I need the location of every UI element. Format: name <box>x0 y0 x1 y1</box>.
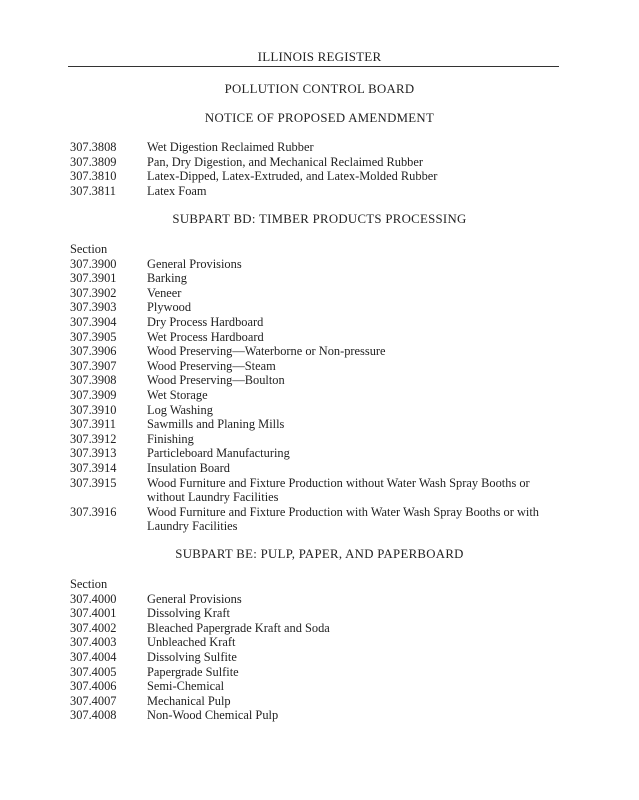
section-title: Wood Furniture and Fixture Production without Water Wash Spray Booths or without Laundry Facilities <box>147 475 530 505</box>
section-number: 307.4002 <box>70 620 117 635</box>
section-title: Sawmills and Planing Mills <box>147 417 285 432</box>
section-label: Section <box>70 242 108 256</box>
list-item <box>70 359 560 374</box>
list-item <box>70 344 560 359</box>
section-number: 307.3907 <box>70 358 117 373</box>
list-item <box>70 330 560 345</box>
section-title: Pan, Dry Digestion, and Mechanical Reclaimed Rubber <box>147 154 423 169</box>
section-title: General Provisions <box>147 591 242 606</box>
list-item <box>70 169 560 184</box>
list-item <box>70 403 560 418</box>
section-title: Wood Furniture and Fixture Production with Water Wash Spray Booths or with Laundry Facilities <box>147 504 539 534</box>
section-number: 307.3910 <box>70 402 117 417</box>
section-title: Semi-Chemical <box>147 679 225 694</box>
section-number: 307.3905 <box>70 329 117 344</box>
list-item <box>70 708 560 723</box>
section-title: Insulation Board <box>147 460 230 475</box>
section-number: 307.3902 <box>70 285 117 300</box>
list-item <box>70 271 560 286</box>
section-number: 307.3914 <box>70 460 117 475</box>
list-item <box>70 432 560 447</box>
section-title: Dry Process Hardboard <box>147 314 264 329</box>
list-item <box>70 665 560 680</box>
section-number: 307.3810 <box>70 169 117 184</box>
list-item <box>70 315 560 330</box>
list-item <box>70 476 560 505</box>
section-label: Section <box>70 577 108 591</box>
list-item <box>70 606 560 621</box>
section-title: Wet Storage <box>147 387 208 402</box>
section-title: Non-Wood Chemical Pulp <box>147 708 279 723</box>
section-title: Wet Digestion Reclaimed Rubber <box>147 140 314 154</box>
section-number: 307.3900 <box>70 256 117 271</box>
list-item <box>70 155 560 170</box>
list-item <box>70 257 560 272</box>
section-number: 307.4005 <box>70 664 117 679</box>
section-number: 307.3915 <box>70 475 117 490</box>
section-title: General Provisions <box>147 256 242 271</box>
list-item <box>70 373 560 388</box>
agency-heading: POLLUTION CONTROL BOARD <box>224 82 415 96</box>
section-title: Finishing <box>147 431 194 446</box>
section-title: Wet Process Hardboard <box>147 329 264 344</box>
section-number: 307.3903 <box>70 300 117 315</box>
list-item <box>70 446 560 461</box>
list-item <box>70 679 560 694</box>
section-number: 307.4004 <box>70 649 117 664</box>
list-item <box>70 650 560 665</box>
list-item <box>70 300 560 315</box>
section-number: 307.4008 <box>70 708 117 723</box>
section-number: 307.3908 <box>70 373 117 388</box>
section-title: Log Washing <box>147 402 213 417</box>
section-title: Latex Foam <box>147 183 207 198</box>
lead-section-list <box>70 140 560 198</box>
subpart-be-list <box>70 577 560 723</box>
section-number: 307.3808 <box>70 140 117 154</box>
section-number: 307.3811 <box>70 183 117 198</box>
section-number: 307.3909 <box>70 387 117 402</box>
section-number: 307.4003 <box>70 635 117 650</box>
section-number: 307.3904 <box>70 314 117 329</box>
section-title: Plywood <box>147 300 192 315</box>
subpart-be-title: SUBPART BE: PULP, PAPER, AND PAPERBOARD <box>175 547 464 561</box>
section-title: Latex-Dipped, Latex-Extruded, and Latex-Molded Rubber <box>147 169 438 184</box>
section-number: 307.4006 <box>70 679 117 694</box>
notice-heading: NOTICE OF PROPOSED AMENDMENT <box>204 111 435 125</box>
section-title: Veneer <box>147 285 182 300</box>
list-item <box>70 592 560 607</box>
list-item <box>70 694 560 709</box>
section-number: 307.3916 <box>70 504 117 519</box>
section-number: 307.3913 <box>70 446 117 461</box>
list-item <box>70 388 560 403</box>
subpart-bd-list <box>70 242 560 534</box>
list-item <box>70 286 560 301</box>
section-title: Dissolving Sulfite <box>147 649 237 664</box>
subpart-bd-title: SUBPART BD: TIMBER PRODUCTS PROCESSING <box>172 212 467 226</box>
section-title: Papergrade Sulfite <box>147 664 239 679</box>
section-title: Bleached Papergrade Kraft and Soda <box>147 620 330 635</box>
section-number: 307.4000 <box>70 591 117 606</box>
section-number: 307.3809 <box>70 154 117 169</box>
section-title: Wood Preserving—Steam <box>147 358 276 373</box>
list-item <box>70 417 560 432</box>
section-number: 307.3906 <box>70 344 117 359</box>
section-number: 307.3901 <box>70 271 117 286</box>
section-number: 307.4001 <box>70 606 117 621</box>
section-title: Unbleached Kraft <box>147 635 236 650</box>
section-title: Wood Preserving—Boulton <box>147 373 285 388</box>
list-item <box>70 140 560 155</box>
section-title: Dissolving Kraft <box>147 606 230 621</box>
list-item <box>70 184 560 199</box>
list-item <box>70 505 560 534</box>
section-title: Particleboard Manufacturing <box>147 446 290 461</box>
section-title: Barking <box>147 271 187 286</box>
list-item <box>70 461 560 476</box>
page-header-title: ILLINOIS REGISTER <box>257 49 382 64</box>
list-item <box>70 621 560 636</box>
section-title: Wood Preserving—Waterborne or Non-pressure <box>147 344 386 359</box>
list-item <box>70 635 560 650</box>
section-number: 307.3911 <box>70 417 117 432</box>
section-number: 307.3912 <box>70 431 117 446</box>
header-rule <box>68 66 559 67</box>
section-number: 307.4007 <box>70 693 117 708</box>
section-title: Mechanical Pulp <box>147 693 231 708</box>
